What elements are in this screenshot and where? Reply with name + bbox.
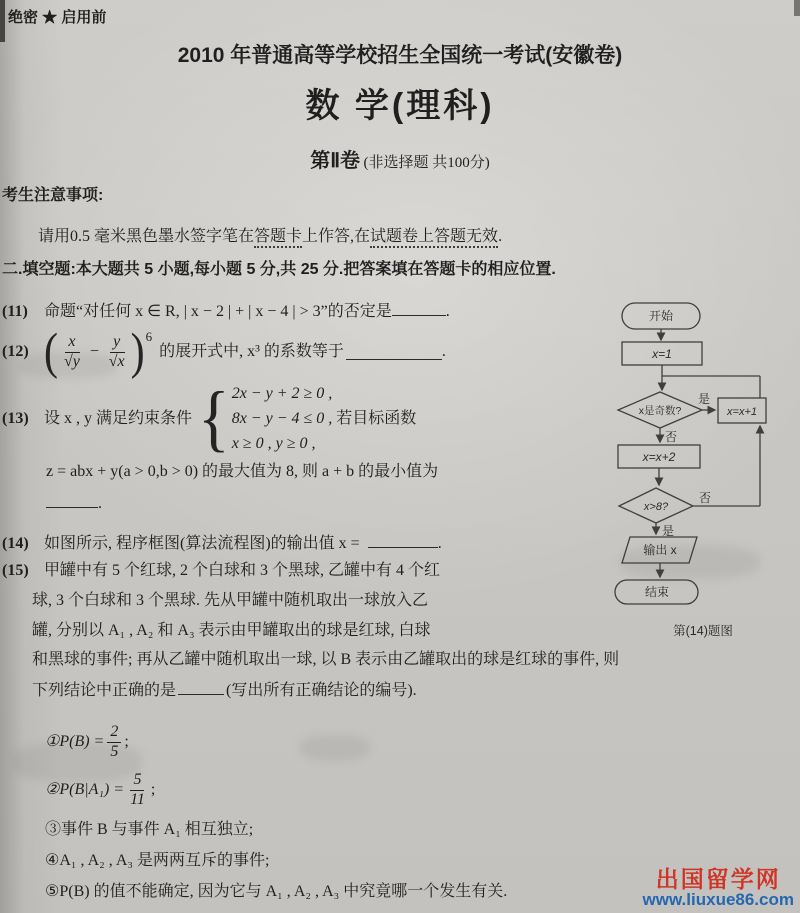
option-label: ①P(B) =	[45, 732, 105, 750]
flowchart-yes-label: 是	[662, 524, 675, 538]
scan-edge-mark	[0, 0, 5, 42]
question-number: (14)	[2, 535, 29, 552]
volume-line	[0, 148, 800, 174]
volume-label: 第Ⅱ卷	[310, 150, 361, 172]
fraction-numerator: x	[65, 334, 78, 353]
flowchart-inc2-label: x=x+2	[642, 450, 676, 464]
answer-blank	[178, 680, 224, 695]
fraction	[107, 724, 121, 761]
option-3: ③事件 B 与事件 A₁ 相互独立;	[45, 821, 254, 838]
radical-sign: √	[64, 352, 73, 370]
question-number: (15)	[2, 562, 29, 579]
option-tail: ;	[124, 732, 129, 750]
question-tail: .	[445, 303, 450, 320]
notice-heading: 考生注意事项:	[2, 187, 104, 204]
answer-blank	[368, 533, 438, 548]
option-tail: ;	[150, 780, 156, 798]
question-text: 下列结论中正确的是	[32, 682, 177, 700]
fraction	[127, 772, 148, 809]
question-13-main-row	[2, 377, 602, 460]
question-13-line2	[46, 462, 602, 483]
fraction-denominator: 5	[110, 742, 119, 760]
question-text: z = abx + y(a > 0,b > 0) 的最大值为 8, 则 a + b 的最小值为	[46, 463, 439, 481]
close-paren: )	[130, 323, 145, 381]
question-14	[2, 533, 442, 555]
answer-blank	[392, 301, 446, 316]
radicand: y	[72, 352, 80, 370]
question-text: 命题“对任何 x ∈ R, | x − 2 | + | x − 4 | > 3”的否定是	[44, 303, 392, 320]
option-4: ④A₁ , A₂ , A₃ 是两两互斥的事件;	[45, 852, 270, 869]
notice-emphasis: 试题卷上答题无效	[370, 228, 498, 248]
fraction-denominator: 11	[130, 790, 145, 808]
site-watermark-name: 出国留学网	[655, 866, 781, 893]
flowchart-no-label: 否	[665, 430, 678, 444]
fraction-numerator: 5	[130, 772, 144, 791]
option-2	[45, 768, 155, 812]
flowchart-init-label: x=1	[652, 347, 672, 361]
option-1	[45, 720, 129, 764]
question-15-line4	[32, 650, 792, 671]
fraction	[61, 334, 83, 371]
question-text: (写出所有正确结论的编号).	[226, 682, 417, 700]
question-text: 如图所示, 程序框图(算法流程图)的输出值 x =	[44, 535, 360, 552]
option-5: ⑤P(B) 的值不能确定, 因为它与 A₁ , A₂ , A₃ 中究竟哪一个发生有关.	[45, 883, 508, 900]
scan-artifact	[300, 735, 370, 761]
subject-title: 数 学(理科)	[305, 87, 495, 125]
question-12	[2, 323, 446, 381]
question-text: 和黑球的事件; 再从乙罐中随机取出一球, 以 B 表示由乙罐取出的球是红球的事件, 则	[32, 651, 620, 669]
question-text: 甲罐中有 5 个红球, 2 个白球和 3 个黑球, 乙罐中有 4 个红	[44, 562, 441, 579]
flowchart-inc1-label: x=x+1	[727, 406, 757, 418]
question-11	[2, 301, 450, 323]
question-number: (12)	[2, 342, 29, 360]
fraction-denominator	[106, 353, 128, 371]
question-text: 球, 3 个白球和 3 个黑球. 先从甲罐中随机取出一球放入乙	[32, 591, 429, 609]
flowchart-q14	[602, 297, 798, 647]
question-number: (13)	[2, 409, 29, 427]
radical-sign: √	[108, 352, 118, 370]
answer-blank	[46, 493, 98, 508]
question-text: 的展开式中, x³ 的系数等于	[159, 342, 344, 360]
flowchart-decision1-label: x是奇数?	[638, 405, 682, 417]
question-tail: .	[441, 342, 446, 360]
minus-sign: −	[88, 342, 100, 360]
flowchart-decision2-label: x>8?	[643, 501, 669, 513]
notice-body	[38, 227, 502, 248]
fraction-denominator	[61, 353, 83, 371]
scan-edge-mark	[794, 0, 800, 16]
notice-text: 上作答,在	[302, 228, 371, 245]
flowchart-output-label: 输出 x	[643, 543, 677, 557]
site-watermark	[643, 867, 794, 909]
question-text: 设 x , y 满足约束条件	[44, 409, 193, 427]
flowchart-end-label: 结束	[644, 585, 670, 599]
question-15-line5	[32, 680, 792, 702]
exam-title: 2010 年普通高等学校招生全国统一考试(安徽卷)	[177, 44, 623, 67]
fraction	[106, 334, 128, 371]
radicand: x	[117, 352, 125, 370]
notice-text: 请用0.5 毫米黑色墨水签字笔在	[38, 228, 255, 245]
question-number: (11)	[2, 303, 28, 320]
classification-banner: 绝密 ★ 启用前	[8, 9, 107, 26]
constraint-line: 2x − y + 2 ≥ 0 ,	[231, 385, 333, 402]
exponent: 6	[145, 328, 153, 344]
flowchart-yes-label: 是	[698, 392, 711, 406]
flowchart-caption: 第(14)题图	[673, 624, 733, 638]
flowchart-no-label: 否	[699, 491, 712, 505]
site-watermark-url: www.liuxue86.com	[642, 890, 794, 910]
question-tail: .	[98, 495, 102, 513]
question-tail: .	[437, 535, 442, 552]
system-brace: {	[198, 377, 230, 460]
option-label: ②P(B|A₁) =	[45, 780, 125, 798]
flowchart-start-label: 开始	[648, 309, 674, 323]
open-paren: (	[44, 323, 58, 381]
fraction-numerator: 2	[107, 724, 121, 743]
volume-note: (非选择题 共100分)	[363, 155, 490, 171]
notice-text: .	[498, 228, 503, 245]
question-13-blank-line	[46, 493, 602, 515]
question-text: 若目标函数	[336, 409, 417, 427]
notice-emphasis: 答题卡	[254, 228, 302, 248]
answer-blank	[346, 345, 442, 360]
question-text: 罐, 分别以 A₁ , A₂ 和 A₃ 表示由甲罐取出的球是红球, 白球	[32, 621, 431, 639]
constraint-line: 8x − y − 4 ≤ 0 ,	[231, 409, 333, 427]
fraction-numerator: y	[110, 334, 123, 353]
constraint-system	[232, 384, 333, 454]
constraint-line: x ≥ 0 , y ≥ 0 ,	[231, 434, 316, 452]
question-13	[2, 377, 602, 515]
section-heading: 二.填空题:本大题共 5 小题,每小题 5 分,共 25 分.把答案填在答题卡的相应位置.	[2, 261, 556, 278]
